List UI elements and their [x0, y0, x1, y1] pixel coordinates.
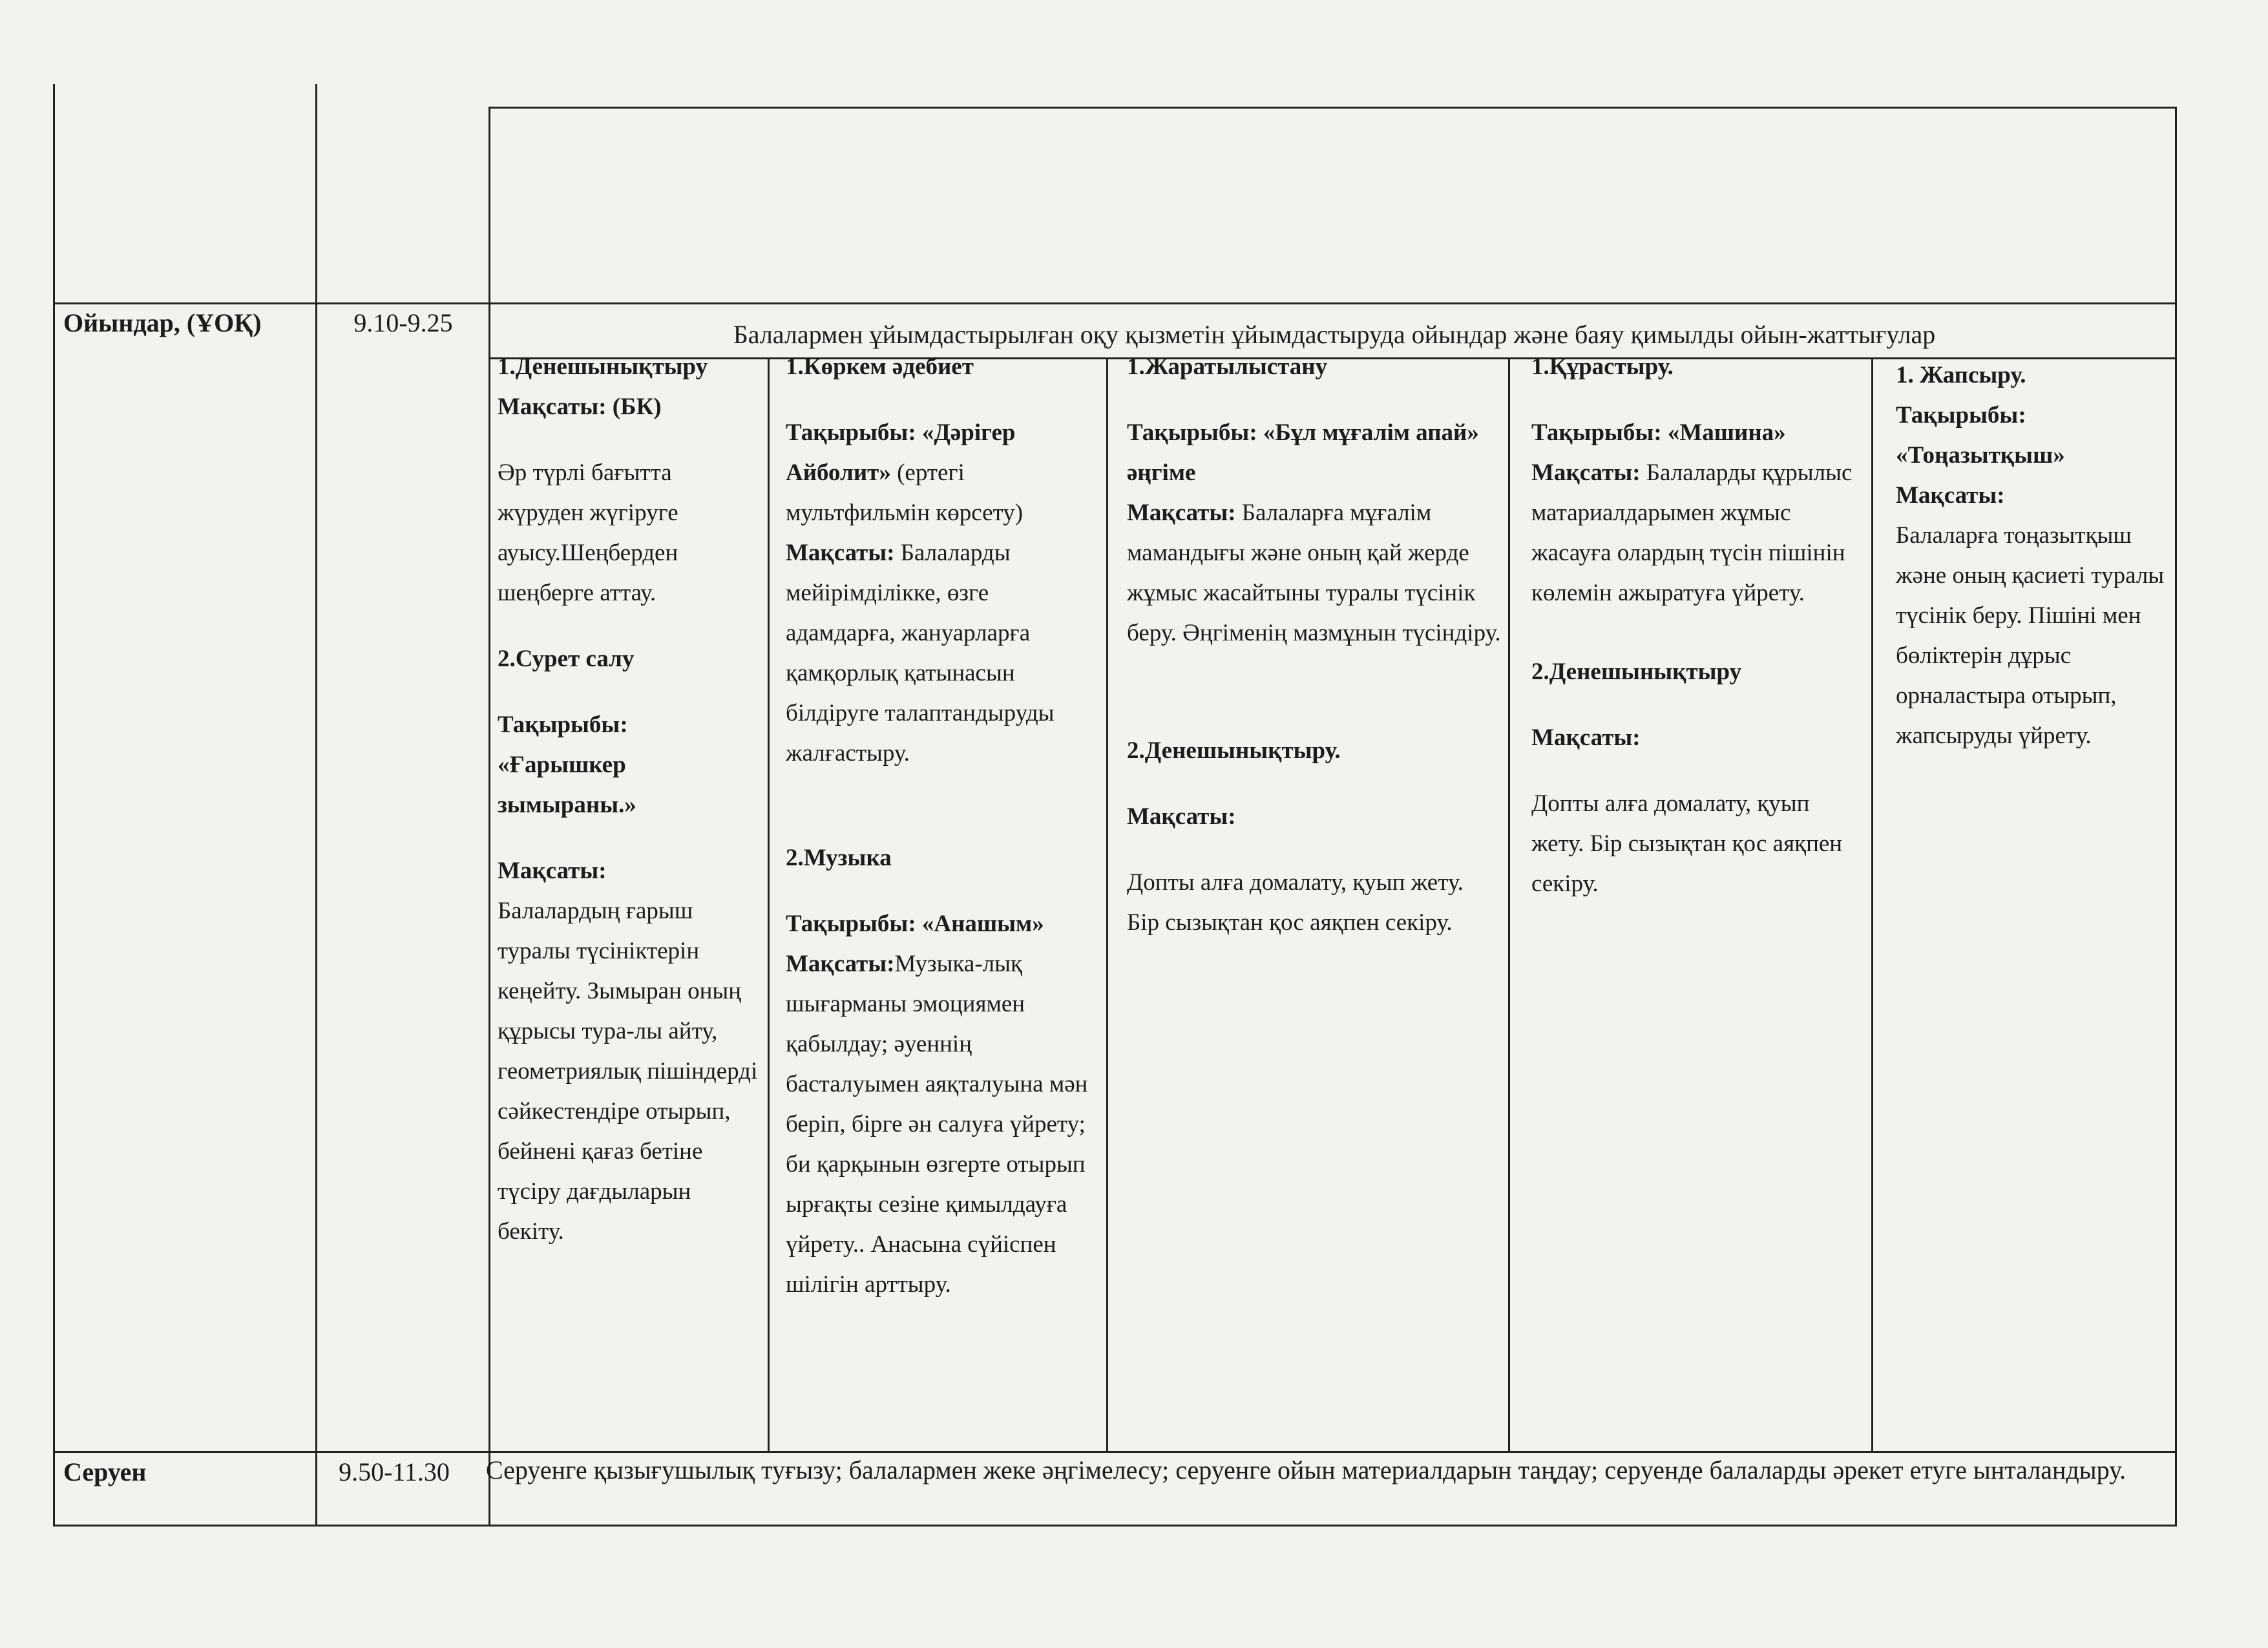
col3-section2-goal-label: Мақсаты: [1127, 803, 1236, 830]
row-divider-games [53, 302, 2177, 304]
col3-section1-topic-label: Тақырыбы: «Бұл мұғалім апай» әңгіме [1127, 419, 1479, 486]
col2-section1-topic [786, 413, 1100, 533]
col3-section1-title: 1.Жаратылыстану [1127, 354, 1328, 380]
col4-section2-text: Допты алға домалату, қуып жету. Бір сызықтан қос аяқпен секіру. [1531, 790, 1843, 897]
col1-section1-text: Әр түрлі бағытта жүруден жүгіруге ауысу.Шеңберден шеңберге аттау. [498, 460, 678, 606]
col2-section1-topic-note: (ертегі мультфильмін көрсету) [786, 460, 1024, 526]
col3-section1-goal-label: Мақсаты: [1127, 500, 1236, 526]
col4-section1-topic-label: Тақырыбы: «Машина» [1531, 419, 1786, 446]
col3-section2-title: 2.Денешынықтыру. [1127, 737, 1341, 764]
activity-column-4 [1531, 347, 1867, 904]
col2-section2-goal [786, 944, 1100, 1305]
walk-row-label: Серуен [63, 1457, 147, 1486]
col3-section1-goal [1127, 493, 1502, 653]
activity-column-2 [786, 347, 1100, 1305]
col1-section1-goal-label: Мақсаты: (БК) [498, 394, 662, 420]
col1-section2-topic: «Ғарышкер зымыраны.» [498, 752, 636, 818]
col5-section1-text: Балаларға тоңазытқыш және оның қасиеті туралы түсінік беру. Пішіні мен бөліктерін дұрыс орналастыра отырып, жапсыруды үйрету. [1896, 522, 2165, 749]
col4-section2-goal-label: Мақсаты: [1531, 724, 1641, 751]
col2-section2-title: 2.Музыка [786, 845, 892, 871]
col1-section2-goal-label: Мақсаты: [498, 858, 607, 884]
col4-section1-title: 1.Құрастыру. [1531, 354, 1674, 380]
subcol-divider-1 [768, 357, 770, 1453]
col2-section1-goal-label: Мақсаты: [786, 540, 895, 566]
col4-section1-text: Балаларды құрылыс матариалдарымен жұмыс жасауға олардың түсін пішінін көлемін ажыратуға үйрету. [1531, 460, 1853, 606]
walk-row-text: Серуенге қызығушылық туғызу; балалармен жеке әңгімелесу; серуенге ойын материалдарын таңдау; серуенде балаларды әрекет етуге ынталандыру. [486, 1455, 2126, 1484]
col2-section2-text: Музыка-лық шығарманы эмоциямен қабылдау; әуеннің басталуымен аяқталуына мән беріп, бірге ән салуға үйрету; би қарқынын өзгерте отырып ырғақты сезіне қимылдауға үйрету.. Анасына сүйіспен шілігін арттыру. [786, 951, 1088, 1298]
col4-section1-goal-label: Мақсаты: [1531, 460, 1641, 486]
subcol-divider-3 [1508, 357, 1510, 1453]
col5-section1-topic-label: Тақырыбы: «Тоңазытқыш» [1896, 402, 2065, 469]
col-divider-time [488, 107, 490, 1527]
col2-section1-goal [786, 533, 1100, 774]
col2-section1-topic-label: Тақырыбы: «Дәрігер Айболит» [786, 419, 1016, 486]
col4-section1-goal [1531, 453, 1867, 613]
games-row-header: Балалармен ұйымдастырылған оқу қызметін ұйымдастыруда ойындар және баяу қимылды ойын-жаттығулар [733, 320, 1936, 349]
col5-section1-goal-label: Мақсаты: [1896, 482, 2005, 509]
table-border-right [2175, 107, 2177, 1527]
col2-section1-title: 1.Көркем әдебиет [786, 354, 974, 380]
walk-row-time: 9.50-11.30 [339, 1457, 450, 1486]
subcol-divider-2 [1106, 357, 1108, 1453]
games-row-time: 9.10-9.25 [353, 308, 453, 337]
col3-section2-text: Допты алға домалату, қуып жету. Бір сызықтан қос аяқпен секіру. [1127, 869, 1464, 936]
col5-section1-title: 1. Жапсыру. [1896, 362, 2026, 388]
activity-column-3 [1127, 347, 1502, 943]
top-inner-border [488, 107, 2177, 109]
games-row-label: Ойындар, (ҰОҚ) [63, 308, 262, 337]
col4-section2-title: 2.Денешынықтыру [1531, 659, 1742, 685]
col1-section2-title: 2.Сурет салу [498, 646, 635, 672]
col1-section2-text: Балалардың ғарыш туралы түсініктерін кеңейту. Зымыран оның құрысы тура-лы айту, геометриялық пішіндерді сәйкестендіре отырып, бейнені қағаз бетіне түсіру дағдыларын бекіту. [498, 898, 758, 1245]
col1-section2-topic-label: Тақырыбы: [498, 712, 628, 738]
activity-column-1 [498, 347, 762, 1252]
col-divider-label [315, 84, 317, 1527]
col2-section1-text: Балаларды мейірімділікке, өзге адамдарға, жануарларға қамқорлық қатынасын білдіруге талаптандыруды жалғастыру. [786, 540, 1055, 766]
col1-section1-title: 1.Денешынықтыру [498, 354, 708, 380]
table-border-bottom [53, 1525, 2177, 1527]
subcol-divider-4 [1871, 357, 1873, 1453]
activity-column-5 [1896, 355, 2170, 756]
table-border-left [53, 84, 55, 1527]
col2-section2-goal-label: Мақсаты: [786, 951, 895, 977]
col2-section2-topic-label: Тақырыбы: «Анашым» [786, 911, 1044, 937]
col3-section1-text: Балаларға мұғалім мамандығы және оның қай жерде жұмыс жасайтыны туралы түсінік беру. Әңгіменің мазмұнын түсіндіру. [1127, 500, 1501, 646]
